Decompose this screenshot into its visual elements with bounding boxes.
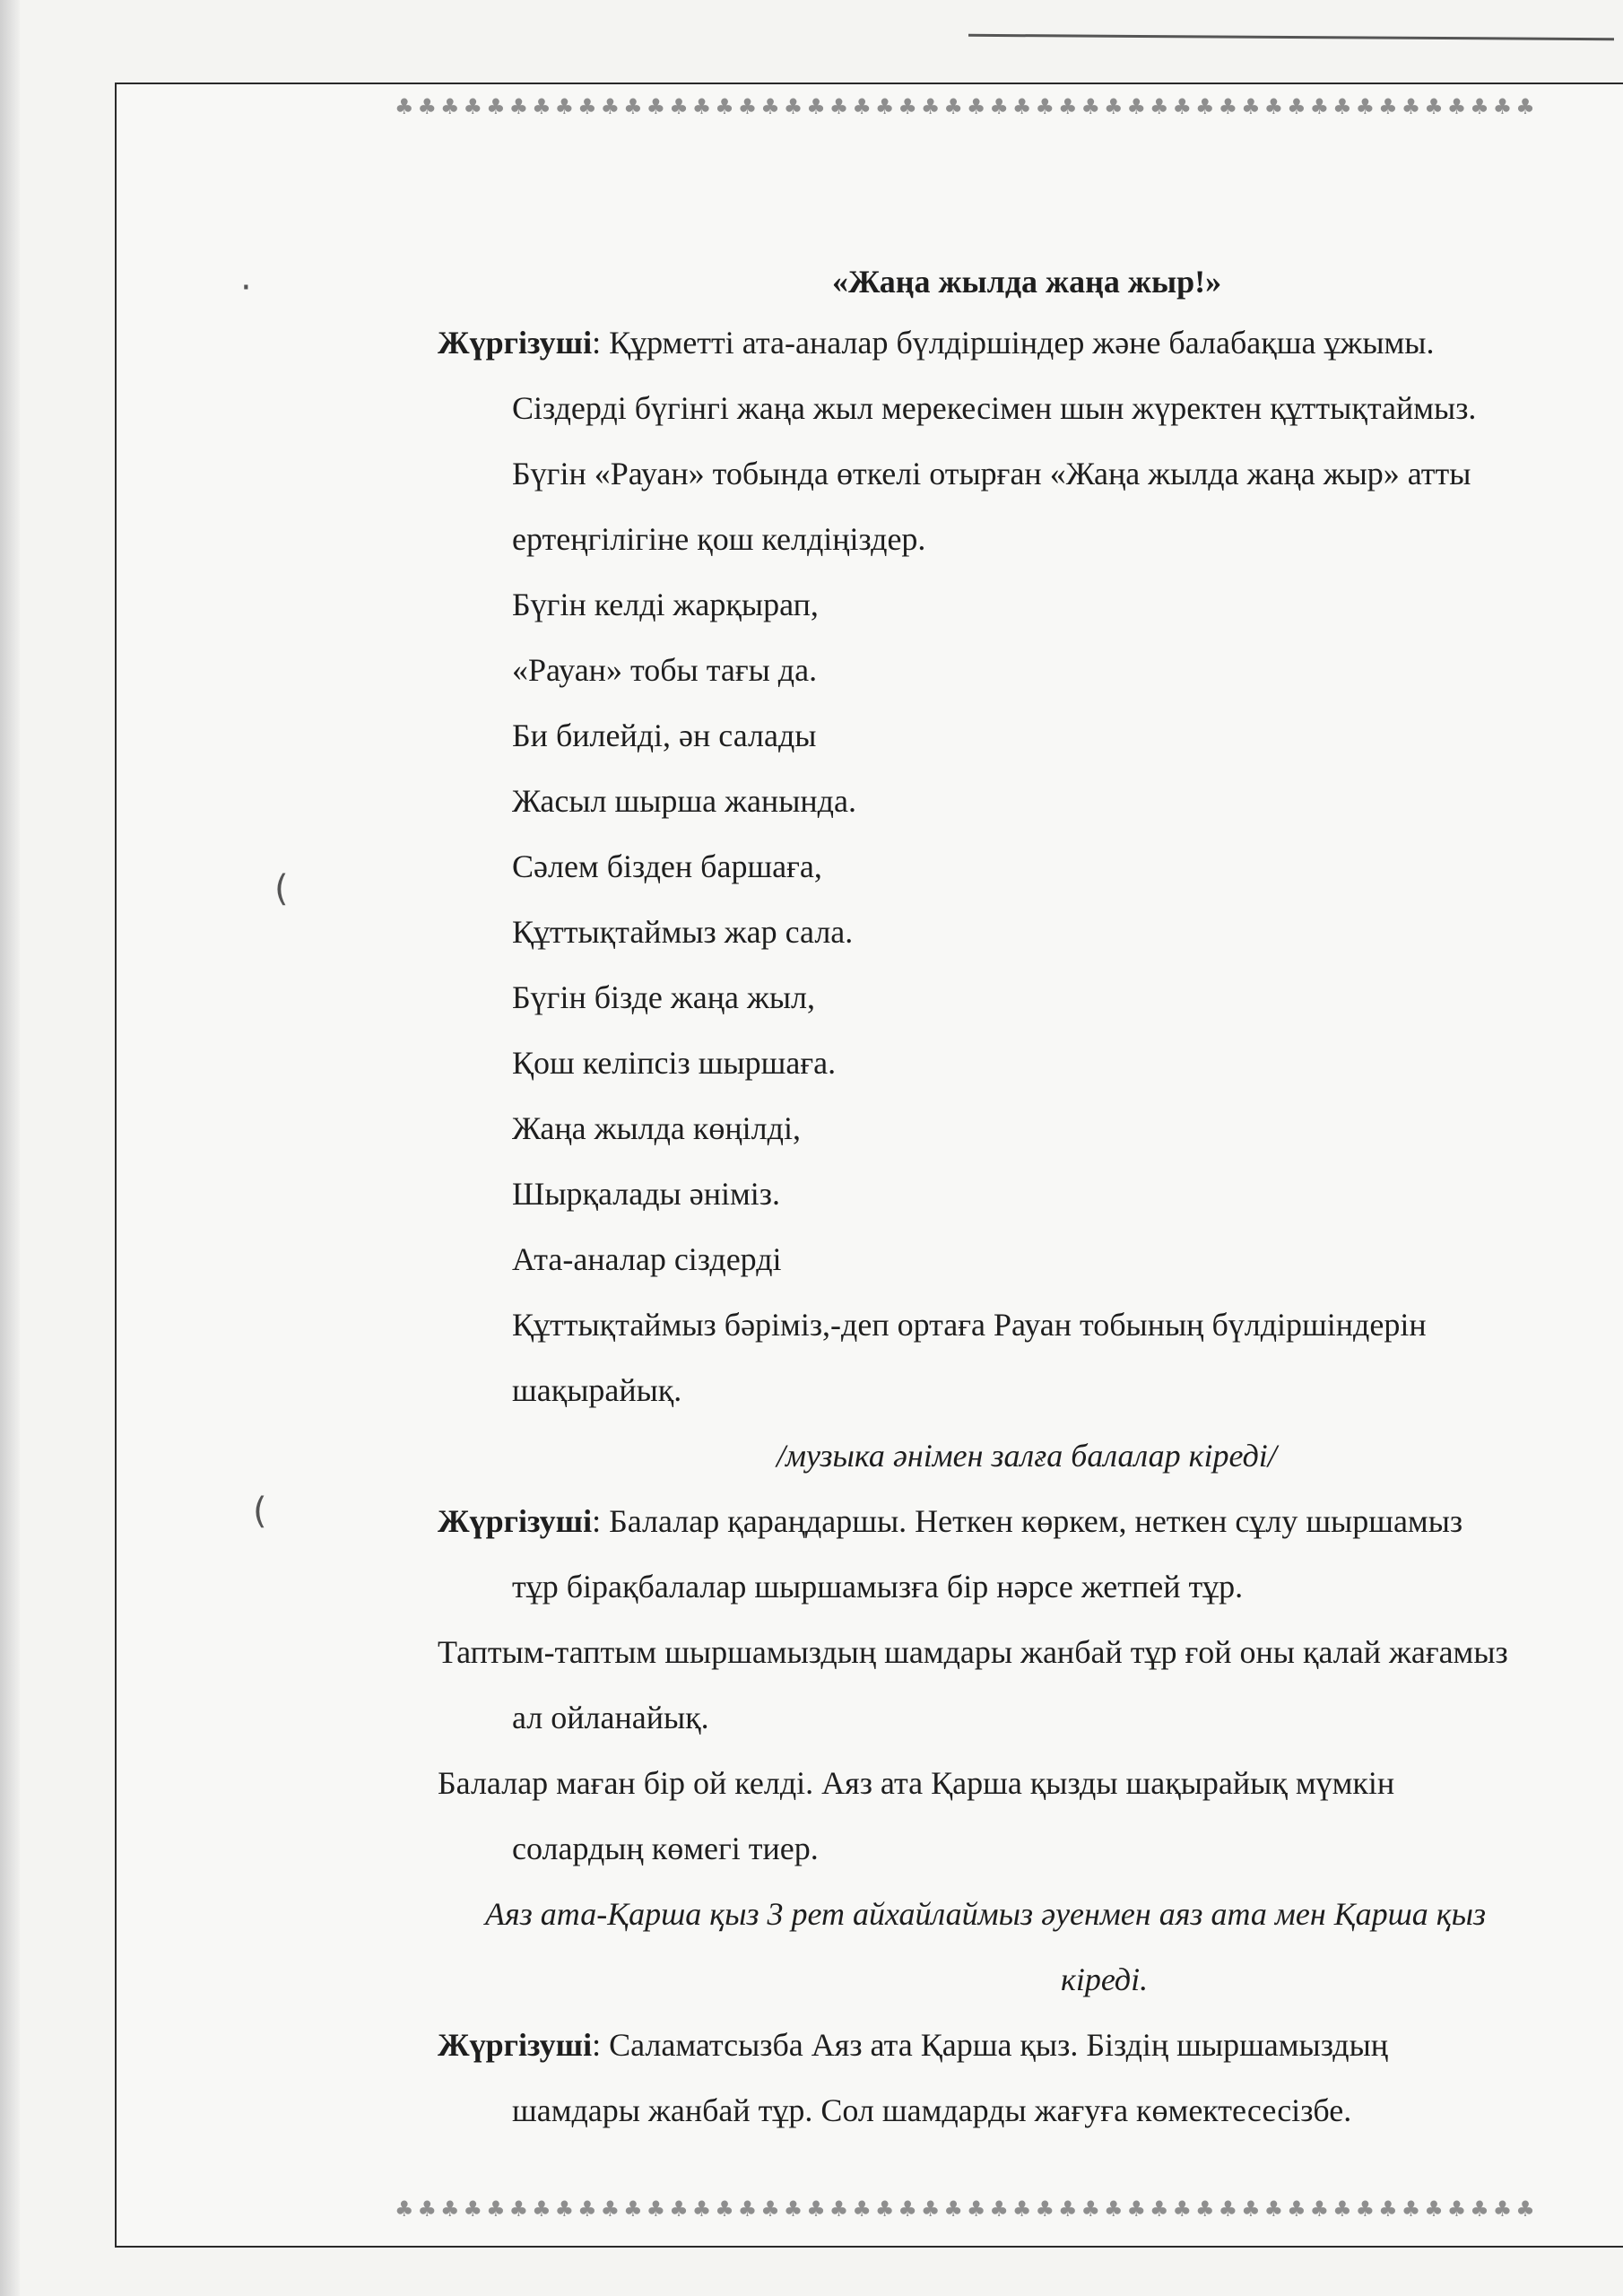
text-line: Таптым-таптым шыршамыздың шамдары жанбай тұр ғой оны қалай жағамыз — [438, 1634, 1508, 1670]
text-line: Балалар маған бір ой келді. Аяз ата Қарша қызды шақырайық мүмкін — [438, 1765, 1395, 1801]
top-rule-line — [968, 34, 1614, 40]
text-line — [438, 310, 1623, 376]
text-line: солардың көмегі тиер. — [512, 1831, 819, 1866]
poem-line: Жасыл шырша жанында. — [512, 783, 856, 819]
speaker-label: Жүргізуші — [438, 2027, 593, 2063]
poem-line: Бүгін келді жарқырап, — [512, 587, 819, 622]
speaker-label: Жүргізуші — [438, 1503, 593, 1539]
poem-line: Жаңа жылда көңілді, — [512, 1110, 801, 1146]
text-line: ал ойланайық. — [512, 1700, 709, 1735]
text-line: тұр бірақбалалар шыршамызға бір нәрсе жетпей тұр. — [512, 1569, 1244, 1605]
line-text: : Құрметті ата-аналар бүлдіршіндер және балабақша ұжымы. — [592, 325, 1435, 361]
line-text: : Саламатсызба Аяз ата Қарша қыз. Біздің шыршамыздың — [592, 2027, 1389, 2063]
text-line — [438, 1489, 1623, 1554]
poem-line: «Рауан» тобы тағы да. — [512, 652, 818, 688]
poem-line: Құттықтаймыз жар сала. — [512, 914, 854, 950]
tree-border-bottom: ♣♣♣♣♣♣♣♣♣♣♣♣♣♣♣♣♣♣♣♣♣♣♣♣♣♣♣♣♣♣♣♣♣♣♣♣♣♣♣♣♣♣♣♣♣♣♣♣♣♣ — [395, 2196, 1539, 2222]
scan-edge-shadow — [0, 0, 20, 2296]
text-line: Сіздерді бүгінгі жаңа жыл мерекесімен шын жүректен құттықтаймыз. — [512, 390, 1477, 426]
poem-line: Бүгін бізде жаңа жыл, — [512, 979, 816, 1015]
document-body — [438, 253, 1623, 2144]
text-line: шамдары жанбай тұр. Сол шамдарды жағуға көмектесесізбе. — [512, 2092, 1352, 2128]
poem-line: Қош келіпсіз шыршаға. — [512, 1045, 837, 1081]
text-line: шақырайық. — [512, 1372, 682, 1408]
poem-line: Би билейді, ән салады — [512, 718, 817, 753]
tree-border-top: ♣♣♣♣♣♣♣♣♣♣♣♣♣♣♣♣♣♣♣♣♣♣♣♣♣♣♣♣♣♣♣♣♣♣♣♣♣♣♣♣♣♣♣♣♣♣♣♣♣♣ — [395, 94, 1539, 119]
stage-direction: /музыка әнімен залға балалар кіреді/ — [777, 1438, 1277, 1474]
line-text: : Балалар қараңдаршы. Неткен көркем, неткен сұлу шыршамыз — [592, 1503, 1463, 1539]
stage-direction: кіреді. — [1061, 1961, 1149, 1997]
text-line: Құттықтаймыз бәріміз,-деп ортаға Рауан тобының бүлдіршіндерін — [512, 1307, 1427, 1343]
poem-line: Шырқалады әніміз. — [512, 1176, 780, 1212]
text-line — [438, 2013, 1623, 2078]
text-line: Бүгін «Рауан» тобында өткелі отырған «Жаңа жылда жаңа жыр» атты — [512, 456, 1471, 491]
poem-line: Сәлем бізден баршаға, — [512, 848, 822, 884]
text-line: ертеңгілігіне қош келдіңіздер. — [512, 521, 926, 557]
document-title: «Жаңа жылда жаңа жыр!» — [832, 264, 1222, 300]
margin-bracket-mark: ( — [253, 1491, 267, 1532]
stage-direction: Аяз ата-Қарша қыз 3 рет айхайлаймыз әуенмен аяз ата мен Қарша қыз — [485, 1896, 1487, 1932]
margin-bracket-mark: ( — [274, 868, 289, 909]
poem-line: Ата-аналар сіздерді — [512, 1241, 782, 1277]
margin-speck: · — [240, 267, 252, 309]
speaker-label: Жүргізуші — [438, 325, 593, 361]
